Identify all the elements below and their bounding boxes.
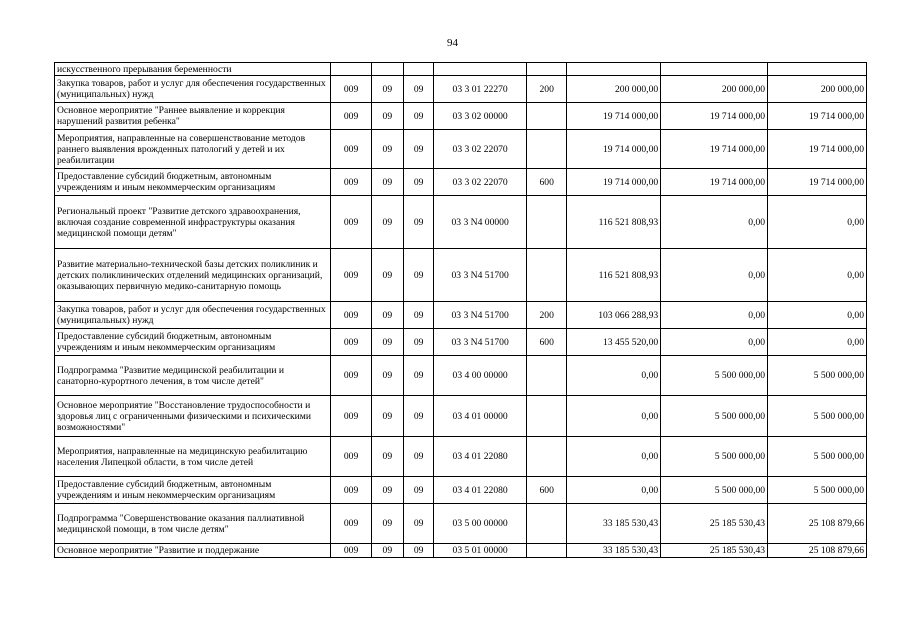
cell-vr (527, 504, 567, 544)
cell-rz: 09 (371, 169, 403, 196)
cell-csr: 03 3 02 22070 (434, 169, 527, 196)
cell-pr: 09 (403, 437, 433, 477)
cell-vr (527, 544, 567, 558)
cell-sum-1: 0,00 (567, 396, 661, 437)
cell-sum-2: 0,00 (661, 302, 768, 329)
cell-pr: 09 (403, 169, 433, 196)
cell-sum-3: 19 714 000,00 (768, 169, 867, 196)
cell-csr: 03 3 N4 51700 (434, 329, 527, 356)
cell-csr: 03 3 01 22270 (434, 76, 527, 103)
cell-rz: 09 (371, 196, 403, 249)
cell-gr: 009 (331, 302, 371, 329)
cell-vr (527, 103, 567, 130)
cell-gr (331, 63, 371, 76)
cell-rz: 09 (371, 477, 403, 504)
cell-pr: 09 (403, 396, 433, 437)
cell-pr: 09 (403, 302, 433, 329)
row-name: Основное мероприятие "Развитие и поддержание (55, 544, 331, 558)
cell-pr: 09 (403, 329, 433, 356)
cell-vr (527, 63, 567, 76)
cell-sum-1: 33 185 530,43 (567, 544, 661, 558)
row-name: Основное мероприятие "Раннее выявление и коррекция нарушений развития ребенка" (55, 103, 331, 130)
row-name: Мероприятия, направленные на медицинскую реабилитацию населения Липецкой области, в том числе детей (55, 437, 331, 477)
cell-sum-3: 5 500 000,00 (768, 356, 867, 396)
row-name: Предоставление субсидий бюджетным, автономным учреждениям и иным некоммерческим организациям (55, 477, 331, 504)
cell-rz: 09 (371, 302, 403, 329)
cell-sum-3: 0,00 (768, 329, 867, 356)
cell-gr: 009 (331, 130, 371, 169)
cell-sum-3: 5 500 000,00 (768, 477, 867, 504)
cell-sum-3: 0,00 (768, 249, 867, 302)
cell-gr: 009 (331, 103, 371, 130)
cell-sum-1: 0,00 (567, 477, 661, 504)
row-name: искусственного прерывания беременности (55, 63, 331, 76)
cell-rz: 09 (371, 329, 403, 356)
cell-csr: 03 3 N4 51700 (434, 249, 527, 302)
cell-sum-2: 5 500 000,00 (661, 396, 768, 437)
cell-sum-1: 0,00 (567, 356, 661, 396)
cell-rz: 09 (371, 76, 403, 103)
budget-table (54, 62, 867, 558)
cell-rz: 09 (371, 544, 403, 558)
table-row (55, 130, 867, 169)
cell-rz: 09 (371, 130, 403, 169)
cell-rz: 09 (371, 103, 403, 130)
table-row (55, 169, 867, 196)
cell-pr: 09 (403, 249, 433, 302)
cell-pr (403, 63, 433, 76)
table-row (55, 249, 867, 302)
cell-gr: 009 (331, 196, 371, 249)
cell-sum-1: 19 714 000,00 (567, 169, 661, 196)
row-name: Закупка товаров, работ и услуг для обеспечения государственных (муниципальных) нужд (55, 302, 331, 329)
row-name: Закупка товаров, работ и услуг для обеспечения государственных (муниципальных) нужд (55, 76, 331, 103)
row-name: Предоставление субсидий бюджетным, автономным учреждениям и иным некоммерческим организациям (55, 169, 331, 196)
row-name: Основное мероприятие "Восстановление трудоспособности и здоровья лиц с ограниченными физическими и психическими возможностями" (55, 396, 331, 437)
cell-csr: 03 4 00 00000 (434, 356, 527, 396)
page-number: 94 (447, 37, 458, 49)
cell-sum-1: 19 714 000,00 (567, 130, 661, 169)
cell-csr: 03 4 01 22080 (434, 437, 527, 477)
table-row (55, 196, 867, 249)
table-row (55, 103, 867, 130)
cell-sum-2 (661, 63, 768, 76)
cell-vr (527, 130, 567, 169)
cell-sum-2: 5 500 000,00 (661, 477, 768, 504)
cell-csr (434, 63, 527, 76)
table-row (55, 356, 867, 396)
cell-gr: 009 (331, 544, 371, 558)
cell-pr: 09 (403, 130, 433, 169)
cell-sum-2: 19 714 000,00 (661, 103, 768, 130)
cell-sum-2: 5 500 000,00 (661, 437, 768, 477)
cell-gr: 009 (331, 329, 371, 356)
cell-sum-1 (567, 63, 661, 76)
cell-csr: 03 3 N4 51700 (434, 302, 527, 329)
cell-sum-2: 19 714 000,00 (661, 169, 768, 196)
cell-sum-1: 103 066 288,93 (567, 302, 661, 329)
cell-vr (527, 196, 567, 249)
table-row (55, 544, 867, 558)
cell-gr: 009 (331, 249, 371, 302)
cell-csr: 03 3 N4 00000 (434, 196, 527, 249)
table-row (55, 477, 867, 504)
cell-sum-2: 200 000,00 (661, 76, 768, 103)
cell-vr (527, 249, 567, 302)
cell-rz: 09 (371, 356, 403, 396)
cell-csr: 03 4 01 00000 (434, 396, 527, 437)
cell-sum-1: 33 185 530,43 (567, 504, 661, 544)
cell-pr: 09 (403, 103, 433, 130)
cell-csr: 03 5 01 00000 (434, 544, 527, 558)
row-name: Региональный проект "Развитие детского здравоохранения, включая создание современной инфраструктуры оказания медицинской помощи детям" (55, 196, 331, 249)
table-row (55, 302, 867, 329)
cell-sum-3: 0,00 (768, 302, 867, 329)
cell-sum-3: 19 714 000,00 (768, 103, 867, 130)
cell-sum-3: 19 714 000,00 (768, 130, 867, 169)
cell-sum-2: 25 185 530,43 (661, 544, 768, 558)
cell-sum-2: 5 500 000,00 (661, 356, 768, 396)
cell-rz: 09 (371, 396, 403, 437)
table-row (55, 63, 867, 76)
cell-sum-3: 5 500 000,00 (768, 437, 867, 477)
cell-sum-2: 0,00 (661, 249, 768, 302)
row-name: Подпрограмма "Совершенствование оказания паллиативной медицинской помощи, в том числе детям" (55, 504, 331, 544)
cell-sum-1: 19 714 000,00 (567, 103, 661, 130)
cell-csr: 03 5 00 00000 (434, 504, 527, 544)
table-row (55, 396, 867, 437)
cell-rz: 09 (371, 504, 403, 544)
cell-sum-1: 116 521 808,93 (567, 249, 661, 302)
cell-sum-1: 200 000,00 (567, 76, 661, 103)
cell-sum-2: 0,00 (661, 196, 768, 249)
cell-vr: 600 (527, 477, 567, 504)
cell-sum-3: 25 108 879,66 (768, 504, 867, 544)
row-name: Мероприятия, направленные на совершенствование методов раннего выявления врожденных патологий у детей и их реабилитации (55, 130, 331, 169)
cell-sum-1: 116 521 808,93 (567, 196, 661, 249)
cell-csr: 03 3 02 00000 (434, 103, 527, 130)
cell-vr: 200 (527, 302, 567, 329)
cell-vr (527, 396, 567, 437)
cell-vr: 600 (527, 329, 567, 356)
cell-vr (527, 356, 567, 396)
cell-sum-1: 13 455 520,00 (567, 329, 661, 356)
cell-csr: 03 4 01 22080 (434, 477, 527, 504)
cell-sum-2: 0,00 (661, 329, 768, 356)
cell-gr: 009 (331, 437, 371, 477)
row-name: Развитие материально-технической базы детских поликлиник и детских поликлинических отделений медицинских организаций, оказывающих первичную медико-санитарную помощь (55, 249, 331, 302)
cell-sum-2: 25 185 530,43 (661, 504, 768, 544)
cell-vr: 600 (527, 169, 567, 196)
table-row (55, 329, 867, 356)
table-row (55, 504, 867, 544)
cell-gr: 009 (331, 477, 371, 504)
cell-gr: 009 (331, 169, 371, 196)
cell-rz (371, 63, 403, 76)
cell-gr: 009 (331, 396, 371, 437)
cell-pr: 09 (403, 356, 433, 396)
cell-pr: 09 (403, 196, 433, 249)
cell-vr (527, 437, 567, 477)
cell-pr: 09 (403, 76, 433, 103)
cell-sum-3 (768, 63, 867, 76)
table-row (55, 76, 867, 103)
cell-sum-1: 0,00 (567, 437, 661, 477)
cell-gr: 009 (331, 504, 371, 544)
cell-gr: 009 (331, 356, 371, 396)
cell-sum-2: 19 714 000,00 (661, 130, 768, 169)
row-name: Предоставление субсидий бюджетным, автономным учреждениям и иным некоммерческим организациям (55, 329, 331, 356)
cell-gr: 009 (331, 76, 371, 103)
cell-rz: 09 (371, 437, 403, 477)
row-name: Подпрограмма "Развитие медицинской реабилитации и санаторно-курортного лечения, в том числе детей" (55, 356, 331, 396)
cell-sum-3: 25 108 879,66 (768, 544, 867, 558)
cell-rz: 09 (371, 249, 403, 302)
cell-pr: 09 (403, 477, 433, 504)
cell-csr: 03 3 02 22070 (434, 130, 527, 169)
cell-pr: 09 (403, 504, 433, 544)
cell-sum-3: 200 000,00 (768, 76, 867, 103)
cell-vr: 200 (527, 76, 567, 103)
table-row (55, 437, 867, 477)
cell-sum-3: 5 500 000,00 (768, 396, 867, 437)
cell-pr: 09 (403, 544, 433, 558)
cell-sum-3: 0,00 (768, 196, 867, 249)
